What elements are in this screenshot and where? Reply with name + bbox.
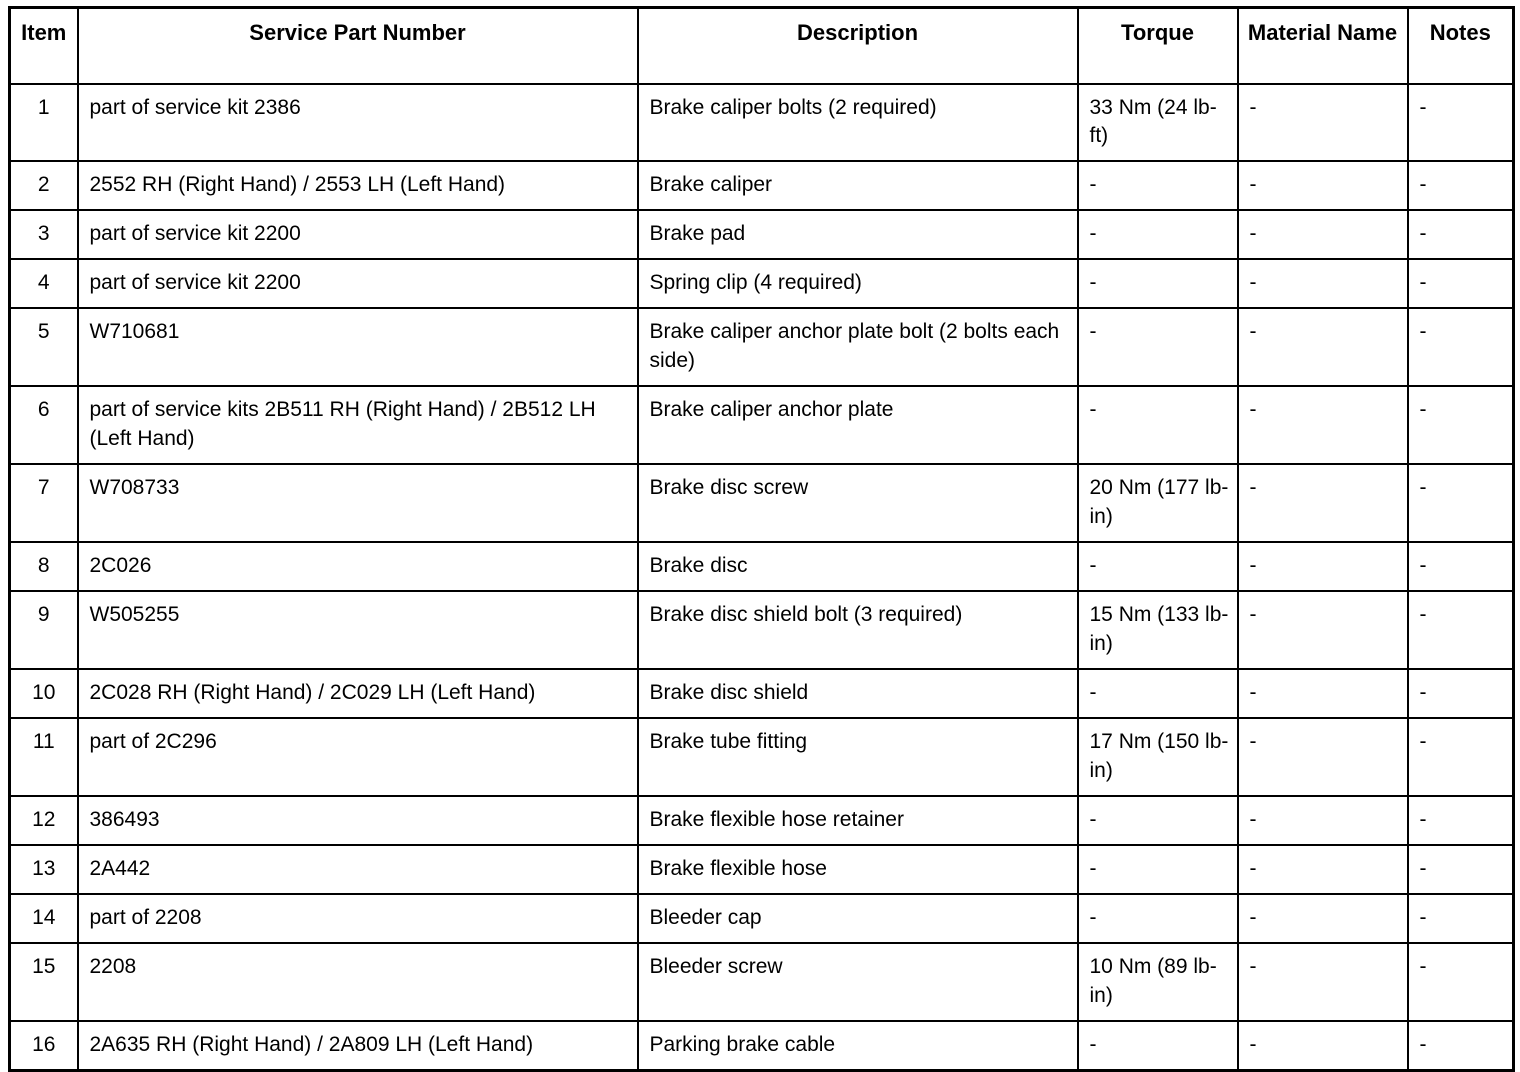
part-number-cell: part of service kit 2200 bbox=[78, 259, 638, 308]
table-row bbox=[10, 718, 1514, 796]
description-cell: Bleeder cap bbox=[638, 894, 1078, 943]
part-number-cell: 2A442 bbox=[78, 845, 638, 894]
torque-cell: 10 Nm (89 lb-in) bbox=[1078, 943, 1238, 1021]
item-cell: 8 bbox=[10, 542, 78, 591]
part-number-cell: W708733 bbox=[78, 464, 638, 542]
torque-cell: - bbox=[1078, 386, 1238, 464]
notes-cell: - bbox=[1408, 1021, 1514, 1070]
item-cell: 2 bbox=[10, 161, 78, 210]
item-cell: 3 bbox=[10, 210, 78, 259]
material-cell: - bbox=[1238, 845, 1408, 894]
description-cell: Brake flexible hose retainer bbox=[638, 796, 1078, 845]
part-number-cell: 386493 bbox=[78, 796, 638, 845]
notes-cell: - bbox=[1408, 894, 1514, 943]
torque-cell: - bbox=[1078, 308, 1238, 386]
torque-cell: - bbox=[1078, 259, 1238, 308]
notes-cell: - bbox=[1408, 943, 1514, 1021]
item-cell: 1 bbox=[10, 84, 78, 162]
notes-cell: - bbox=[1408, 386, 1514, 464]
torque-cell: - bbox=[1078, 845, 1238, 894]
part-number-cell: W710681 bbox=[78, 308, 638, 386]
part-number-cell: part of service kit 2386 bbox=[78, 84, 638, 162]
description-cell: Brake caliper bolts (2 required) bbox=[638, 84, 1078, 162]
column-header-part-number: Service Part Number bbox=[78, 8, 638, 84]
description-cell: Brake disc screw bbox=[638, 464, 1078, 542]
notes-cell: - bbox=[1408, 591, 1514, 669]
table-row bbox=[10, 894, 1514, 943]
material-cell: - bbox=[1238, 542, 1408, 591]
notes-cell: - bbox=[1408, 542, 1514, 591]
torque-cell: 20 Nm (177 lb-in) bbox=[1078, 464, 1238, 542]
material-cell: - bbox=[1238, 591, 1408, 669]
material-cell: - bbox=[1238, 386, 1408, 464]
notes-cell: - bbox=[1408, 718, 1514, 796]
material-cell: - bbox=[1238, 259, 1408, 308]
description-cell: Bleeder screw bbox=[638, 943, 1078, 1021]
description-cell: Brake disc bbox=[638, 542, 1078, 591]
description-cell: Brake disc shield bbox=[638, 669, 1078, 718]
column-header-material-name: Material Name bbox=[1238, 8, 1408, 84]
material-cell: - bbox=[1238, 796, 1408, 845]
part-number-cell: part of 2208 bbox=[78, 894, 638, 943]
description-cell: Spring clip (4 required) bbox=[638, 259, 1078, 308]
description-cell: Parking brake cable bbox=[638, 1021, 1078, 1070]
part-number-cell: W505255 bbox=[78, 591, 638, 669]
part-number-cell: 2C026 bbox=[78, 542, 638, 591]
part-number-cell: 2C028 RH (Right Hand) / 2C029 LH (Left Hand) bbox=[78, 669, 638, 718]
material-cell: - bbox=[1238, 669, 1408, 718]
item-cell: 7 bbox=[10, 464, 78, 542]
table-row bbox=[10, 464, 1514, 542]
item-cell: 13 bbox=[10, 845, 78, 894]
part-number-cell: part of service kit 2200 bbox=[78, 210, 638, 259]
torque-cell: - bbox=[1078, 1021, 1238, 1070]
column-header-item: Item bbox=[10, 8, 78, 84]
header-row bbox=[10, 8, 1514, 84]
item-cell: 5 bbox=[10, 308, 78, 386]
torque-cell: - bbox=[1078, 542, 1238, 591]
description-cell: Brake pad bbox=[638, 210, 1078, 259]
item-cell: 6 bbox=[10, 386, 78, 464]
table-row bbox=[10, 210, 1514, 259]
parts-table bbox=[8, 6, 1515, 1072]
torque-cell: - bbox=[1078, 161, 1238, 210]
description-cell: Brake tube fitting bbox=[638, 718, 1078, 796]
notes-cell: - bbox=[1408, 845, 1514, 894]
part-number-cell: part of service kits 2B511 RH (Right Hand) / 2B512 LH (Left Hand) bbox=[78, 386, 638, 464]
material-cell: - bbox=[1238, 161, 1408, 210]
item-cell: 12 bbox=[10, 796, 78, 845]
notes-cell: - bbox=[1408, 464, 1514, 542]
torque-cell: 17 Nm (150 lb-in) bbox=[1078, 718, 1238, 796]
part-number-cell: 2A635 RH (Right Hand) / 2A809 LH (Left Hand) bbox=[78, 1021, 638, 1070]
material-cell: - bbox=[1238, 1021, 1408, 1070]
material-cell: - bbox=[1238, 894, 1408, 943]
notes-cell: - bbox=[1408, 669, 1514, 718]
description-cell: Brake caliper bbox=[638, 161, 1078, 210]
table-row bbox=[10, 308, 1514, 386]
material-cell: - bbox=[1238, 308, 1408, 386]
torque-cell: - bbox=[1078, 894, 1238, 943]
table-row bbox=[10, 591, 1514, 669]
torque-cell: - bbox=[1078, 210, 1238, 259]
material-cell: - bbox=[1238, 718, 1408, 796]
item-cell: 9 bbox=[10, 591, 78, 669]
table-row bbox=[10, 796, 1514, 845]
notes-cell: - bbox=[1408, 161, 1514, 210]
table-row bbox=[10, 669, 1514, 718]
torque-cell: - bbox=[1078, 669, 1238, 718]
table-row bbox=[10, 161, 1514, 210]
torque-cell: 15 Nm (133 lb-in) bbox=[1078, 591, 1238, 669]
notes-cell: - bbox=[1408, 308, 1514, 386]
description-cell: Brake flexible hose bbox=[638, 845, 1078, 894]
part-number-cell: part of 2C296 bbox=[78, 718, 638, 796]
torque-cell: - bbox=[1078, 796, 1238, 845]
description-cell: Brake caliper anchor plate bolt (2 bolts each side) bbox=[638, 308, 1078, 386]
table-row bbox=[10, 845, 1514, 894]
torque-cell: 33 Nm (24 lb-ft) bbox=[1078, 84, 1238, 162]
column-header-notes: Notes bbox=[1408, 8, 1514, 84]
description-cell: Brake disc shield bolt (3 required) bbox=[638, 591, 1078, 669]
table-row bbox=[10, 943, 1514, 1021]
item-cell: 16 bbox=[10, 1021, 78, 1070]
table-row bbox=[10, 386, 1514, 464]
material-cell: - bbox=[1238, 464, 1408, 542]
notes-cell: - bbox=[1408, 210, 1514, 259]
column-header-torque: Torque bbox=[1078, 8, 1238, 84]
material-cell: - bbox=[1238, 943, 1408, 1021]
part-number-cell: 2208 bbox=[78, 943, 638, 1021]
notes-cell: - bbox=[1408, 84, 1514, 162]
item-cell: 10 bbox=[10, 669, 78, 718]
item-cell: 11 bbox=[10, 718, 78, 796]
item-cell: 15 bbox=[10, 943, 78, 1021]
notes-cell: - bbox=[1408, 259, 1514, 308]
table-row bbox=[10, 259, 1514, 308]
item-cell: 4 bbox=[10, 259, 78, 308]
item-cell: 14 bbox=[10, 894, 78, 943]
notes-cell: - bbox=[1408, 796, 1514, 845]
table-row bbox=[10, 1021, 1514, 1070]
column-header-description: Description bbox=[638, 8, 1078, 84]
part-number-cell: 2552 RH (Right Hand) / 2553 LH (Left Hand) bbox=[78, 161, 638, 210]
table-row bbox=[10, 84, 1514, 162]
material-cell: - bbox=[1238, 84, 1408, 162]
table-row bbox=[10, 542, 1514, 591]
material-cell: - bbox=[1238, 210, 1408, 259]
description-cell: Brake caliper anchor plate bbox=[638, 386, 1078, 464]
